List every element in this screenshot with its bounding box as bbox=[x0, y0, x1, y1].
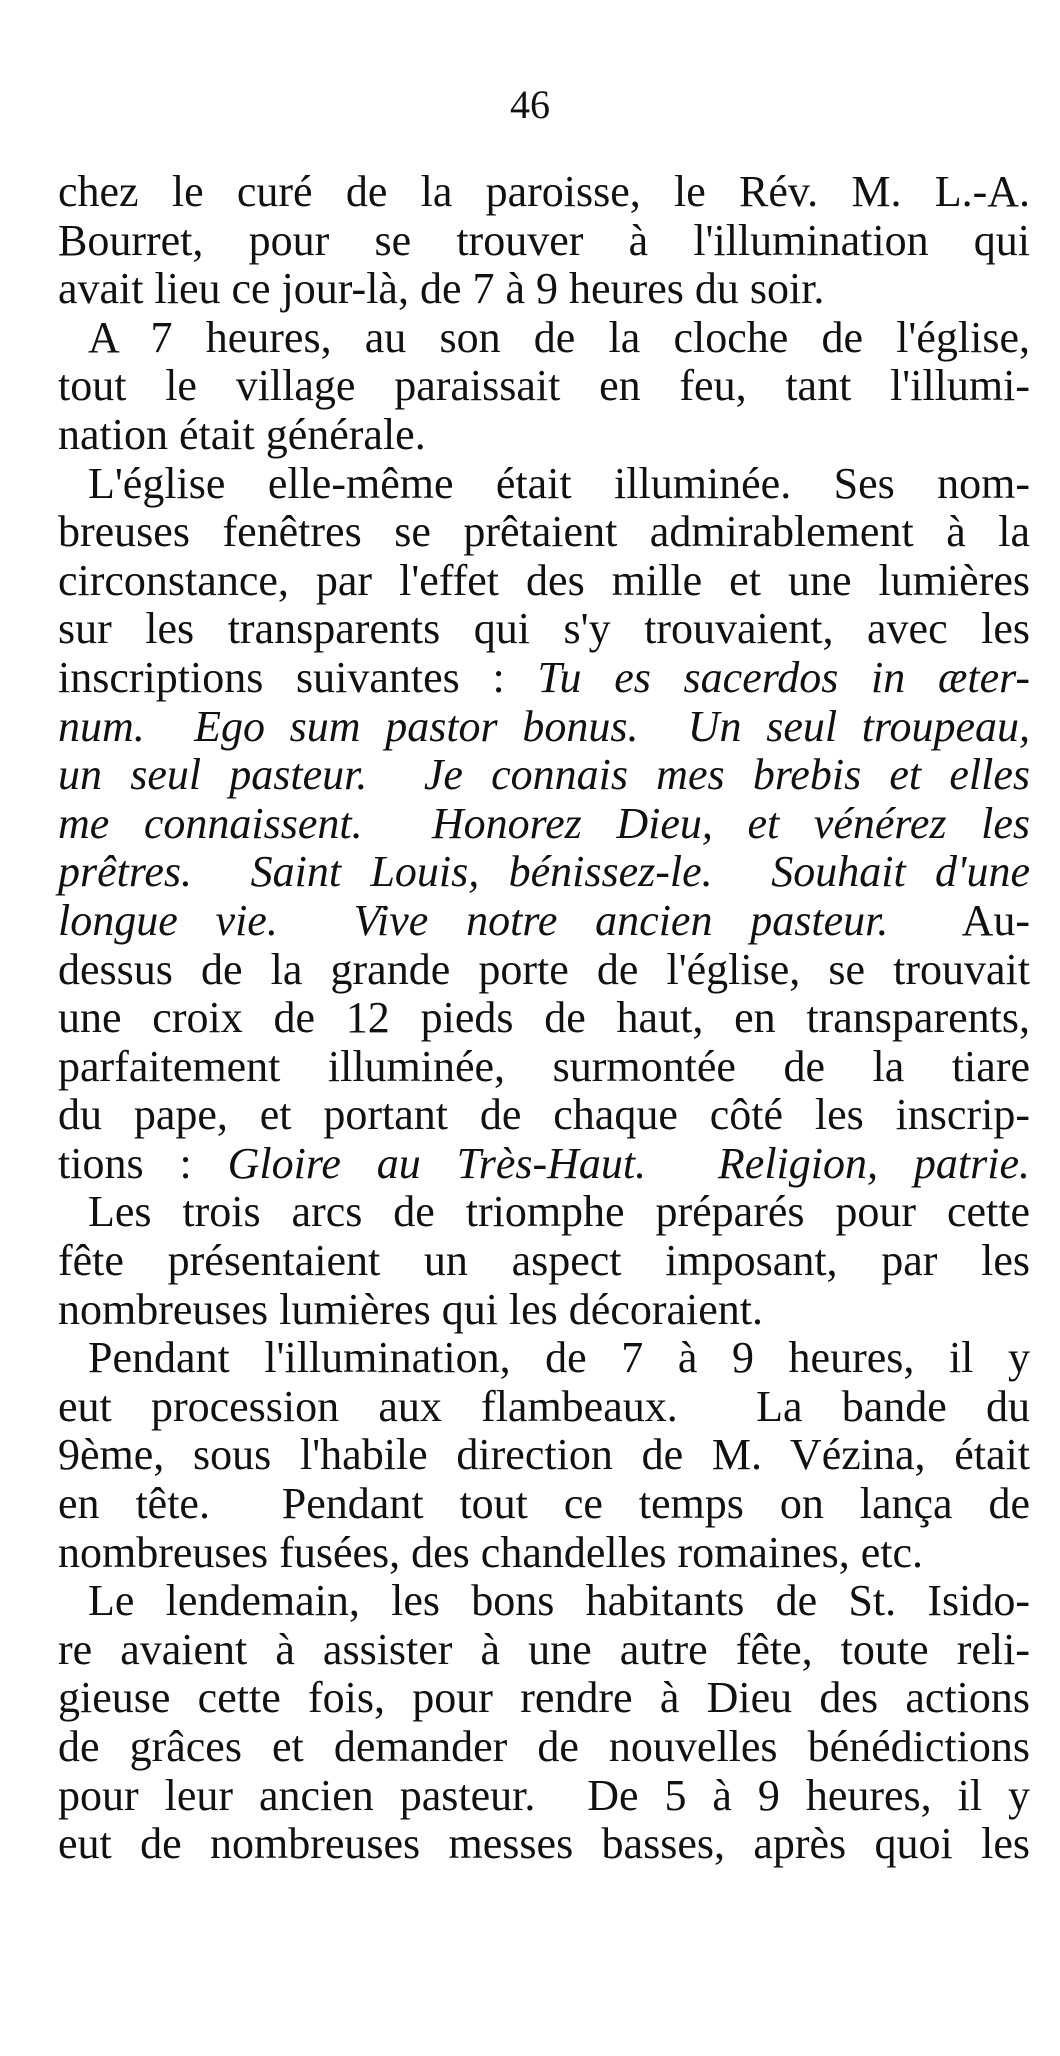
text-line bbox=[58, 1723, 1030, 1772]
text-run: nation était générale. bbox=[58, 409, 426, 459]
text-line bbox=[58, 1043, 1030, 1092]
text-run: pour leur ancien pasteur. De 5 à 9 heures, il y bbox=[58, 1770, 1030, 1820]
text-run: Au- bbox=[888, 895, 1030, 945]
text-line bbox=[58, 1772, 1030, 1821]
text-run: parfaitement illuminée, surmontée de la tiare bbox=[58, 1041, 1030, 1091]
text-run: nombreuses fusées, des chandelles romaines, etc. bbox=[58, 1527, 924, 1577]
text-line bbox=[58, 1237, 1030, 1286]
italic-text: Gloire au Très-Haut. Religion, patrie. bbox=[227, 1138, 1031, 1188]
text-run: circonstance, par l'effet des mille et une lumières bbox=[58, 555, 1030, 605]
text-run: du pape, et portant de chaque côté les inscrip- bbox=[58, 1090, 1030, 1140]
text-run: Pendant l'illumination, de 7 à 9 heures, il y bbox=[88, 1333, 1030, 1383]
text-line bbox=[58, 605, 1030, 654]
page-number: 46 bbox=[510, 82, 550, 127]
text-line bbox=[58, 1626, 1030, 1675]
italic-text: longue vie. Vive notre ancien pasteur. bbox=[58, 895, 889, 945]
text-line bbox=[58, 1820, 1030, 1869]
text-line bbox=[58, 1140, 1030, 1189]
text-line bbox=[58, 800, 1030, 849]
text-line bbox=[58, 1674, 1030, 1723]
text-line bbox=[58, 217, 1030, 266]
text-run: Bourret, pour se trouver à l'illumination qui bbox=[58, 215, 1030, 265]
text-line bbox=[58, 314, 1030, 363]
text-line bbox=[58, 460, 1030, 509]
text-line bbox=[58, 897, 1030, 946]
text-line bbox=[58, 1577, 1030, 1626]
text-line bbox=[58, 411, 1030, 460]
text-line bbox=[58, 362, 1030, 411]
text-run: en tête. Pendant tout ce temps on lança de bbox=[58, 1479, 1030, 1529]
body-text bbox=[58, 168, 1030, 1869]
text-line bbox=[58, 1480, 1030, 1529]
text-line bbox=[58, 557, 1030, 606]
text-run: Le lendemain, les bons habitants de St. Isido- bbox=[88, 1576, 1030, 1626]
text-line bbox=[58, 1529, 1030, 1578]
text-run: avait lieu ce jour-là, de 7 à 9 heures du soir. bbox=[58, 264, 825, 314]
text-line bbox=[58, 751, 1030, 800]
text-line bbox=[58, 1091, 1030, 1140]
text-line bbox=[58, 994, 1030, 1043]
text-line bbox=[58, 508, 1030, 557]
text-run: tions : bbox=[58, 1138, 228, 1188]
text-line bbox=[58, 1334, 1030, 1383]
text-run: eut procession aux flambeaux. La bande du bbox=[58, 1381, 1030, 1431]
text-run: une croix de 12 pieds de haut, en transparents, bbox=[58, 993, 1030, 1043]
text-run: breuses fenêtres se prêtaient admirablement à la bbox=[58, 507, 1030, 557]
text-line bbox=[58, 946, 1030, 995]
text-run: chez le curé de la paroisse, le Rév. M. L.-A. bbox=[58, 167, 1030, 216]
text-run: Les trois arcs de triomphe préparés pour cette bbox=[88, 1187, 1030, 1237]
text-run: nombreuses lumières qui les décoraient. bbox=[58, 1284, 764, 1334]
italic-text: Tu es sacerdos in æter- bbox=[537, 652, 1030, 702]
text-run: A 7 heures, au son de la cloche de l'église, bbox=[88, 312, 1030, 362]
italic-text: num. Ego sum pastor bonus. Un seul troupeau, bbox=[58, 701, 1030, 751]
text-run: inscriptions suivantes : bbox=[58, 652, 538, 702]
text-run: gieuse cette fois, pour rendre à Dieu des actions bbox=[58, 1673, 1030, 1723]
italic-text: prêtres. Saint Louis, bénissez-le. Souhait d'une bbox=[58, 847, 1030, 897]
text-line bbox=[58, 1383, 1030, 1432]
text-run: re avaient à assister à une autre fête, toute reli- bbox=[58, 1624, 1030, 1674]
italic-text: me connaissent. Honorez Dieu, et vénérez les bbox=[58, 798, 1030, 848]
text-run: L'église elle-même était illuminée. Ses nom- bbox=[88, 458, 1030, 508]
text-run: dessus de la grande porte de l'église, se trouvait bbox=[58, 944, 1030, 994]
text-line bbox=[58, 1188, 1030, 1237]
text-run: fête présentaient un aspect imposant, par les bbox=[58, 1236, 1030, 1286]
text-line bbox=[58, 1431, 1030, 1480]
text-run: de grâces et demander de nouvelles bénédictions bbox=[58, 1722, 1030, 1771]
text-line bbox=[58, 654, 1030, 703]
text-line bbox=[58, 703, 1030, 752]
text-run: 9ème, sous l'habile direction de M. Vézina, était bbox=[58, 1430, 1030, 1480]
text-line bbox=[58, 1286, 1030, 1335]
text-line bbox=[58, 265, 1030, 314]
text-run: eut de nombreuses messes basses, après quoi les bbox=[58, 1819, 1030, 1869]
text-line bbox=[58, 848, 1030, 897]
text-line bbox=[58, 168, 1030, 217]
text-run: sur les transparents qui s'y trouvaient, avec les bbox=[58, 604, 1030, 654]
text-run: tout le village paraissait en feu, tant l'illumi- bbox=[58, 361, 1030, 411]
italic-text: un seul pasteur. Je connais mes brebis et elles bbox=[58, 750, 1030, 800]
